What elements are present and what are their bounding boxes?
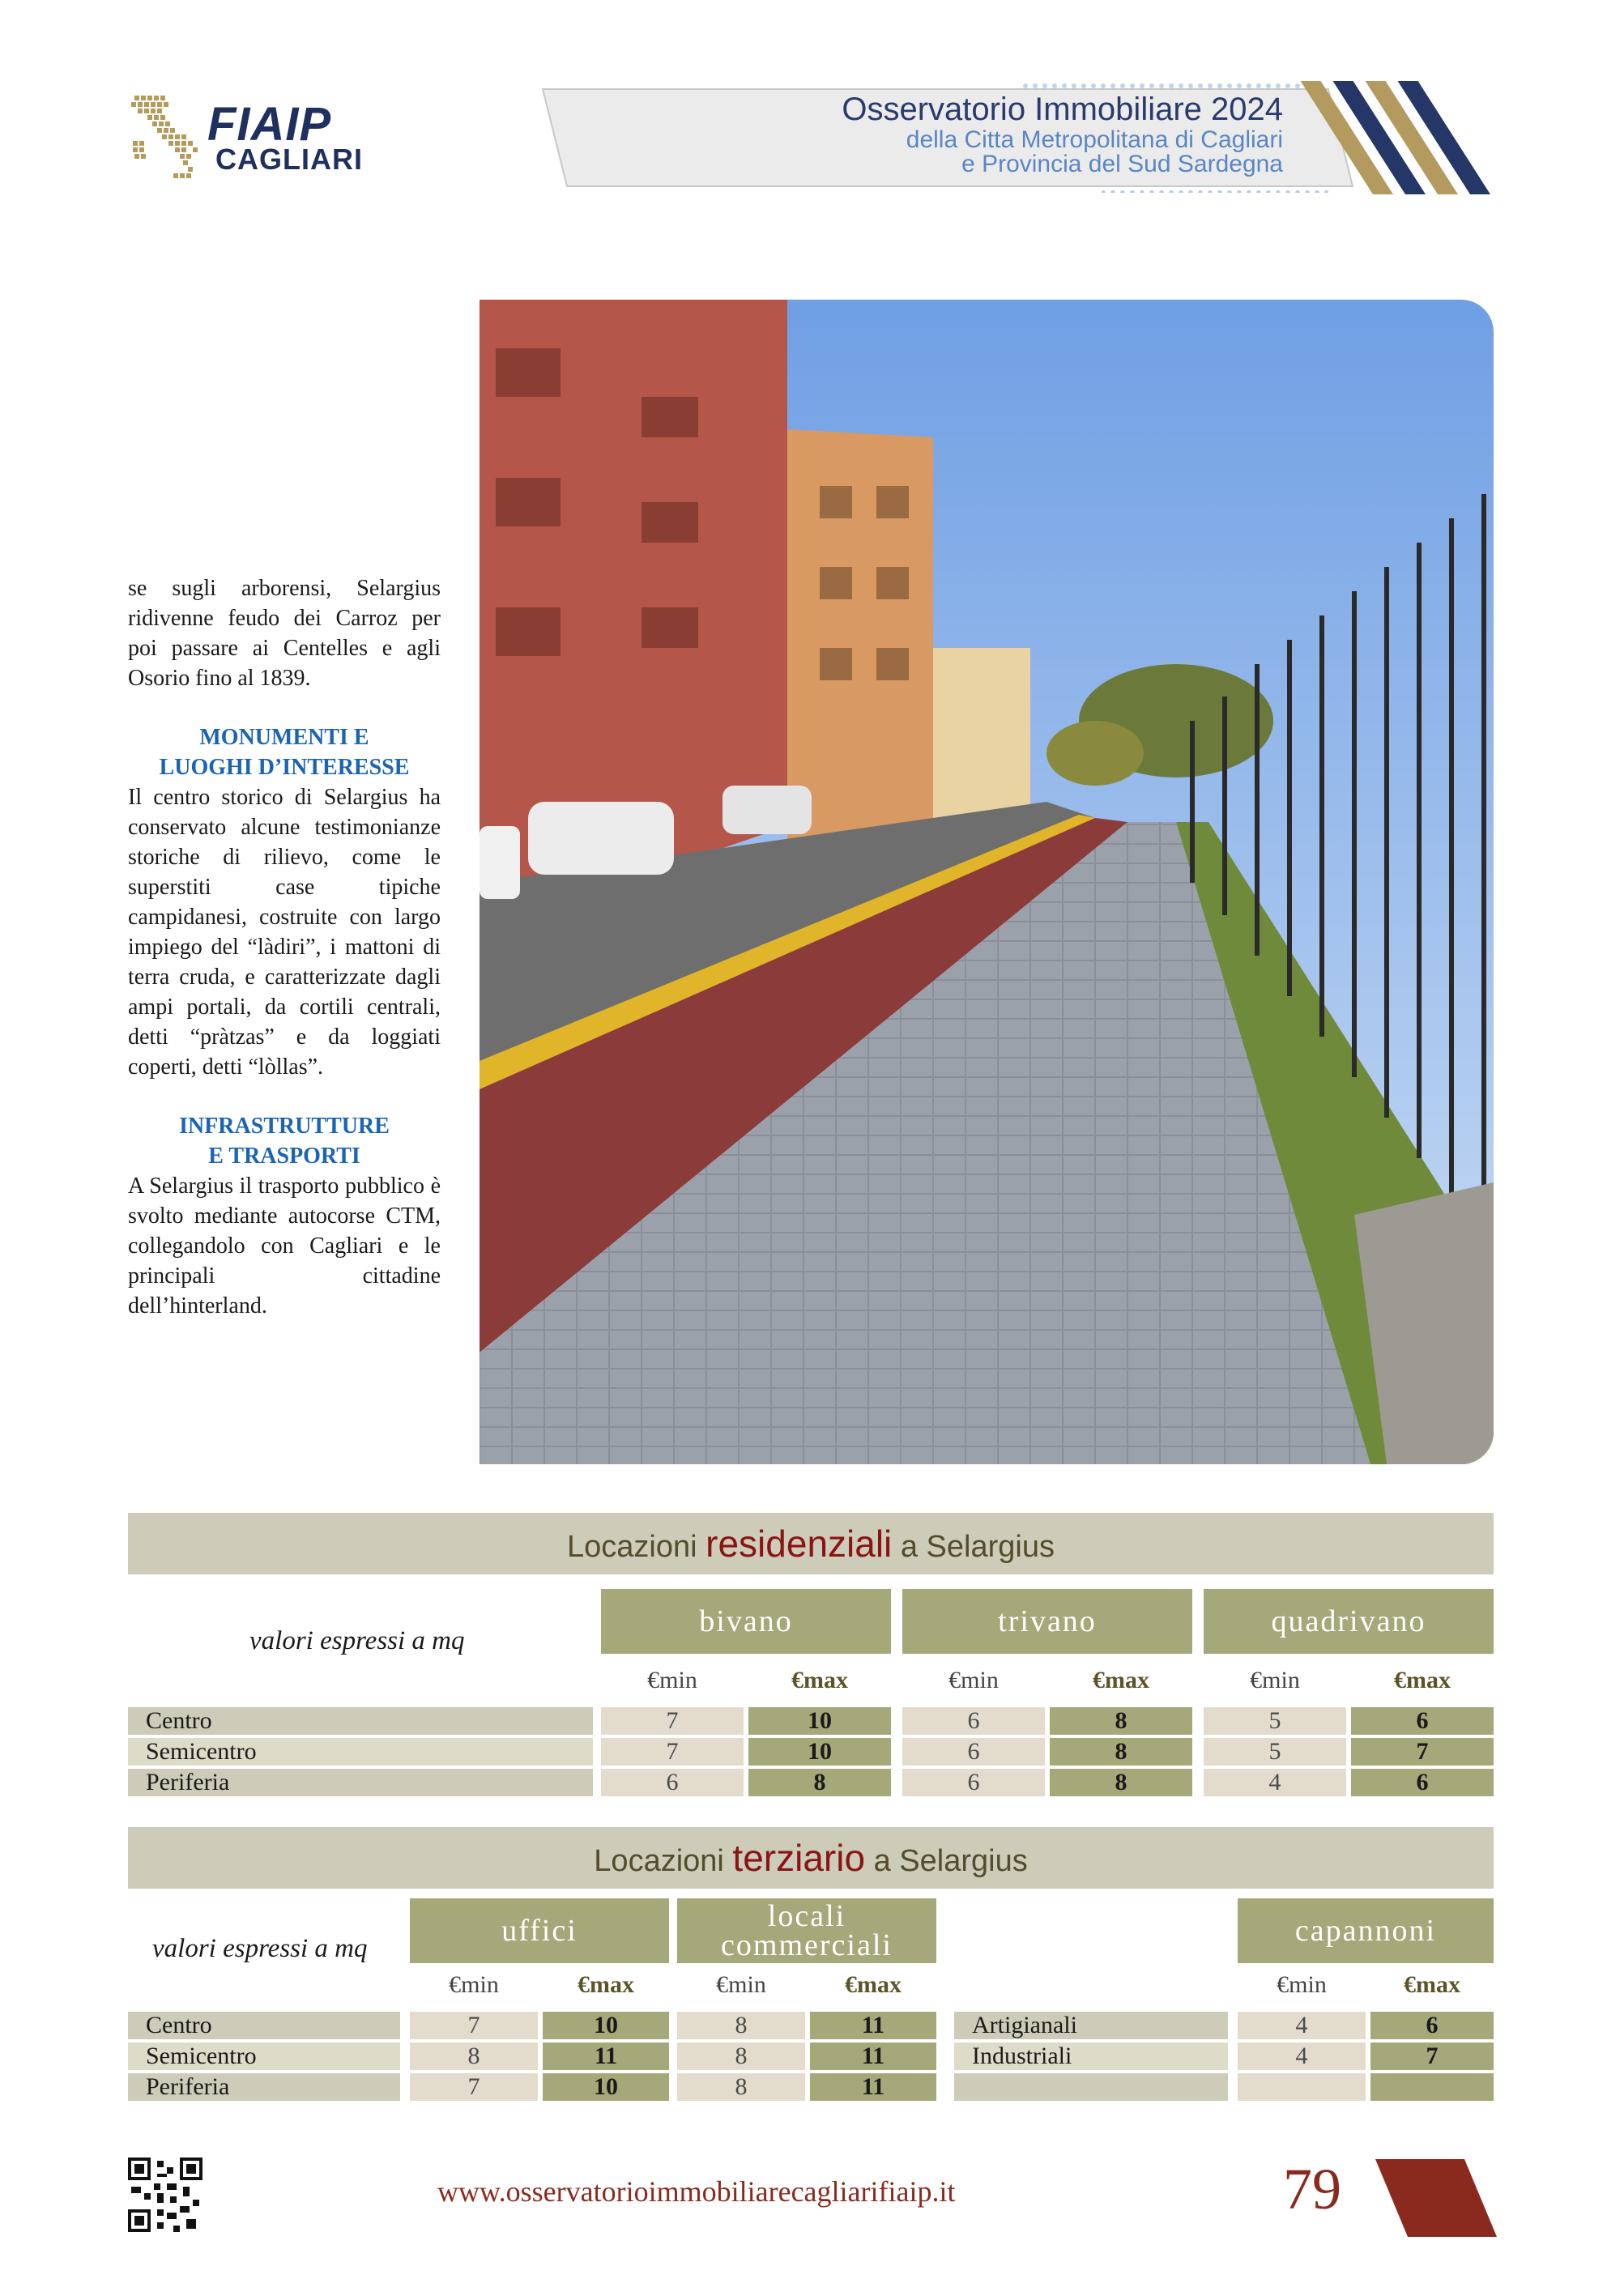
infrastrutture-paragraph: A Selargius il trasporto pubblico è svolto mediante autocorse CTM, collegandolo con Cagliari e le principali cittadine dell’hinterland. xyxy=(128,1174,441,1318)
value-min: 7 xyxy=(410,2012,538,2039)
value-max: 10 xyxy=(543,2073,669,2101)
value-max: 10 xyxy=(748,1738,891,1766)
value-max: 11 xyxy=(543,2043,669,2070)
value-min: 5 xyxy=(1204,1707,1346,1735)
row-label: Periferia xyxy=(128,1769,593,1796)
max-label: €max xyxy=(845,1971,902,1998)
fiaip-logo xyxy=(128,91,363,188)
residential-unit-note: valori espressi a mq xyxy=(249,1626,465,1655)
tertiary-title-emph: terziario xyxy=(732,1837,866,1879)
col-quadrivano: quadrivano xyxy=(1204,1589,1494,1654)
value-max: 7 xyxy=(1370,2043,1494,2070)
value-max: 8 xyxy=(1050,1769,1192,1796)
value-max: 11 xyxy=(810,2043,936,2070)
report-subtitle-2: e Provincia del Sud Sardegna xyxy=(961,151,1283,177)
value-min: 4 xyxy=(1238,2012,1366,2039)
section-heading-infrastrutture-line1: INFRASTRUTTURE xyxy=(179,1114,390,1139)
residential-table-title xyxy=(128,1513,1494,1574)
tertiary-table-title xyxy=(128,1827,1494,1889)
value-max: 6 xyxy=(1351,1707,1494,1735)
value-min: 7 xyxy=(601,1738,744,1766)
report-subtitle-1: della Citta Metropolitana di Cagliari xyxy=(906,126,1283,153)
qr-code-icon[interactable] xyxy=(128,2158,202,2232)
min-label: €min xyxy=(449,1971,499,1998)
value-min: 8 xyxy=(677,2073,805,2101)
value-max xyxy=(1370,2073,1494,2101)
tertiary-title-pre: Locazioni xyxy=(594,1844,733,1878)
value-min: 7 xyxy=(410,2073,538,2101)
tertiary-title-post: a Selargius xyxy=(865,1844,1028,1878)
logo-city: CAGLIARI xyxy=(215,143,363,176)
value-max: 8 xyxy=(748,1769,891,1796)
value-max: 10 xyxy=(543,2012,669,2039)
value-min: 8 xyxy=(677,2012,805,2039)
value-min: 7 xyxy=(601,1707,744,1735)
max-label: €max xyxy=(1394,1667,1451,1693)
value-max: 6 xyxy=(1351,1769,1494,1796)
value-min: 6 xyxy=(902,1769,1045,1796)
capannoni-row-label: Artigianali xyxy=(954,2012,1228,2039)
logo-brand: FIAIP xyxy=(207,98,332,151)
value-min: 8 xyxy=(410,2043,538,2070)
header-title-block xyxy=(842,91,1283,177)
section-heading-monumenti-line1: MONUMENTI E xyxy=(199,725,369,750)
section-heading-infrastrutture-line2: E TRASPORTI xyxy=(208,1144,360,1169)
street-photo xyxy=(480,300,1494,1464)
value-min: 8 xyxy=(677,2043,805,2070)
min-label: €min xyxy=(948,1667,999,1693)
page-corner-tab xyxy=(1375,2159,1497,2237)
col-uffici: uffici xyxy=(410,1898,669,1963)
value-min: 4 xyxy=(1204,1769,1346,1796)
min-label: €min xyxy=(1277,1971,1327,1998)
max-label: €max xyxy=(791,1667,848,1693)
value-max: 6 xyxy=(1370,2012,1494,2039)
value-min: 6 xyxy=(601,1769,744,1796)
residential-title-post: a Selargius xyxy=(892,1530,1055,1564)
row-label: Centro xyxy=(128,2012,400,2039)
monumenti-paragraph: Il centro storico di Selargius ha conservato alcune testimonianze storiche di rilievo, come le superstiti case tipiche campidanesi, costruite con largo impiego del “làdiri”, i mattoni di terra cruda, e caratterizzate dagli ampi portali, da cortili centrali, detti “pràtzas” e da loggiati coperti, detti “lòllas”. xyxy=(128,785,441,1080)
tertiary-unit-note: valori espressi a mq xyxy=(152,1934,368,1963)
italy-map-icon xyxy=(128,91,209,188)
value-min: 6 xyxy=(902,1738,1045,1766)
value-max: 8 xyxy=(1050,1707,1192,1735)
residential-title-pre: Locazioni xyxy=(567,1530,706,1564)
row-label: Periferia xyxy=(128,2073,400,2101)
col-locali-commerciali xyxy=(677,1898,936,1963)
value-max: 10 xyxy=(748,1707,891,1735)
capannoni-row-label: Industriali xyxy=(954,2043,1228,2070)
col-capannoni: capannoni xyxy=(1238,1898,1494,1963)
value-max: 11 xyxy=(810,2073,936,2101)
min-label: €min xyxy=(716,1971,766,1998)
value-min: 6 xyxy=(902,1707,1045,1735)
row-label: Semicentro xyxy=(128,1738,593,1766)
value-min: 4 xyxy=(1238,2043,1366,2070)
row-label: Centro xyxy=(128,1707,593,1735)
value-max: 8 xyxy=(1050,1738,1192,1766)
residential-title-emph: residenziali xyxy=(705,1523,893,1565)
value-max: 7 xyxy=(1351,1738,1494,1766)
min-label: €min xyxy=(1250,1667,1300,1693)
website-link[interactable]: www.osservatorioimmobiliarecagliarifiaip.it xyxy=(437,2175,956,2208)
col-trivano: trivano xyxy=(902,1589,1192,1654)
intro-paragraph: se sugli arborensi, Selargius ridivenne feudo dei Carroz per poi passare ai Centelles e agli Osorio fino al 1839. xyxy=(128,576,441,691)
value-min xyxy=(1238,2073,1366,2101)
col-locali-line1: locali xyxy=(767,1899,846,1933)
col-bivano: bivano xyxy=(601,1589,891,1654)
max-label: €max xyxy=(1404,1971,1460,1998)
max-label: €max xyxy=(1093,1667,1149,1693)
section-heading-infrastrutture xyxy=(128,1111,441,1171)
row-label: Semicentro xyxy=(128,2043,400,2070)
min-label: €min xyxy=(647,1667,697,1693)
section-heading-monumenti xyxy=(128,722,441,782)
report-title: Osservatorio Immobiliare 2024 xyxy=(842,92,1283,127)
value-min: 5 xyxy=(1204,1738,1346,1766)
max-label: €max xyxy=(578,1971,634,1998)
page-number: 79 xyxy=(1283,2157,1341,2221)
text-column xyxy=(128,573,441,1321)
section-heading-monumenti-line2: LUOGHI D’INTERESSE xyxy=(159,755,410,780)
value-max: 11 xyxy=(810,2012,936,2039)
capannoni-row-label xyxy=(954,2073,1228,2101)
col-locali-line2: commerciali xyxy=(721,1928,893,1962)
